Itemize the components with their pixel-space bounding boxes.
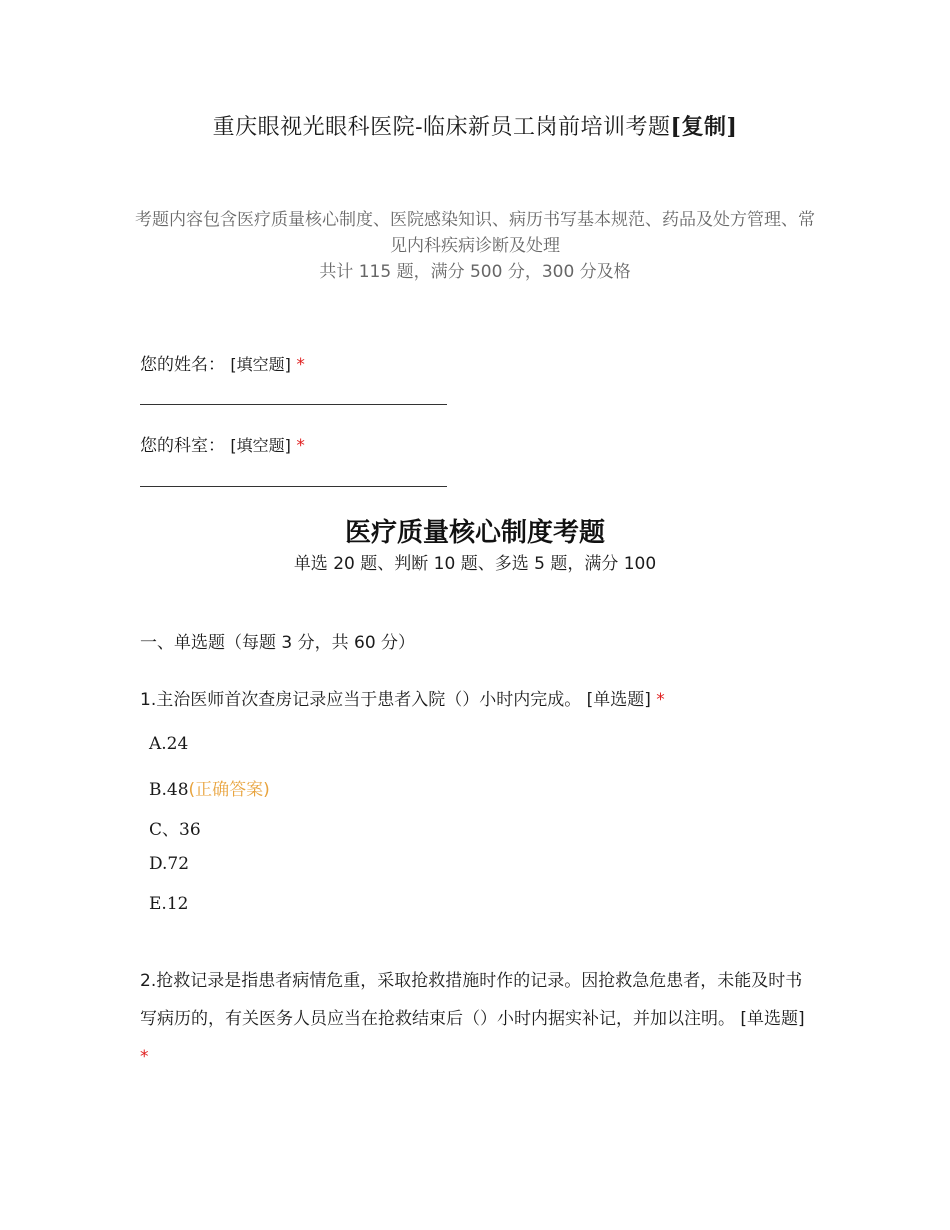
option-c-label: C、36 [149, 820, 201, 840]
section-title: 医疗质量核心制度考题 [344, 518, 605, 548]
question-1 [140, 681, 812, 719]
required-star: * [296, 355, 305, 375]
survey-intro [130, 207, 820, 285]
correct-answer-note: (正确答案) [188, 780, 270, 800]
option-d-label: D.72 [149, 854, 190, 874]
question-2-text: 2.抢救记录是指患者病情危重，采取抢救措施时作的记录。因抢救急危患者，未能及时书写病历的，有关医务人员应当在抢救结束后（）小时内据实补记，并加以注明。 [140, 971, 803, 1029]
department-field-text: 您的科室： [140, 436, 225, 456]
question-1-type: [单选题] [586, 690, 651, 710]
department-input[interactable] [140, 486, 447, 487]
intro-line-1: 考题内容包含医疗质量核心制度、医院感染知识、病历书写基本规范、药品及处方管理、常见内科疾病诊断及处理 [135, 210, 815, 256]
option-b-label: B.48 [149, 780, 189, 800]
question-2-type: [单选题] [740, 1009, 805, 1029]
option-a-label: A.24 [149, 734, 189, 754]
option-e-label: E.12 [149, 894, 189, 914]
required-star: * [140, 1047, 149, 1067]
option-e[interactable] [149, 894, 188, 914]
survey-title-suffix: [复制] [670, 114, 738, 140]
name-input[interactable] [140, 404, 447, 405]
intro-line-2: 共计 115 题，满分 500 分，300 分及格 [319, 262, 631, 282]
option-b[interactable] [149, 775, 270, 800]
required-star: * [656, 690, 665, 710]
survey-title-main: 重庆眼视光眼科医院-临床新员工岗前培训考题 [212, 115, 671, 140]
name-field-type: [填空题] [230, 355, 291, 374]
department-field-label [140, 431, 305, 456]
name-field-text: 您的姓名： [140, 355, 225, 375]
option-c[interactable] [149, 815, 201, 840]
name-field-label [140, 350, 305, 375]
option-d[interactable] [149, 854, 189, 874]
question-2 [140, 962, 812, 1076]
question-1-text: 1.主治医师首次查房记录应当于患者入院（）小时内完成。 [140, 690, 582, 710]
part-heading: 一、单选题（每题 3 分，共 60 分） [140, 633, 416, 653]
required-star: * [296, 436, 305, 456]
survey-title [0, 110, 950, 141]
department-field-type: [填空题] [230, 436, 291, 455]
option-a[interactable] [149, 734, 188, 754]
section-subtitle: 单选 20 题、判断 10 题、多选 5 题，满分 100 [293, 554, 657, 574]
